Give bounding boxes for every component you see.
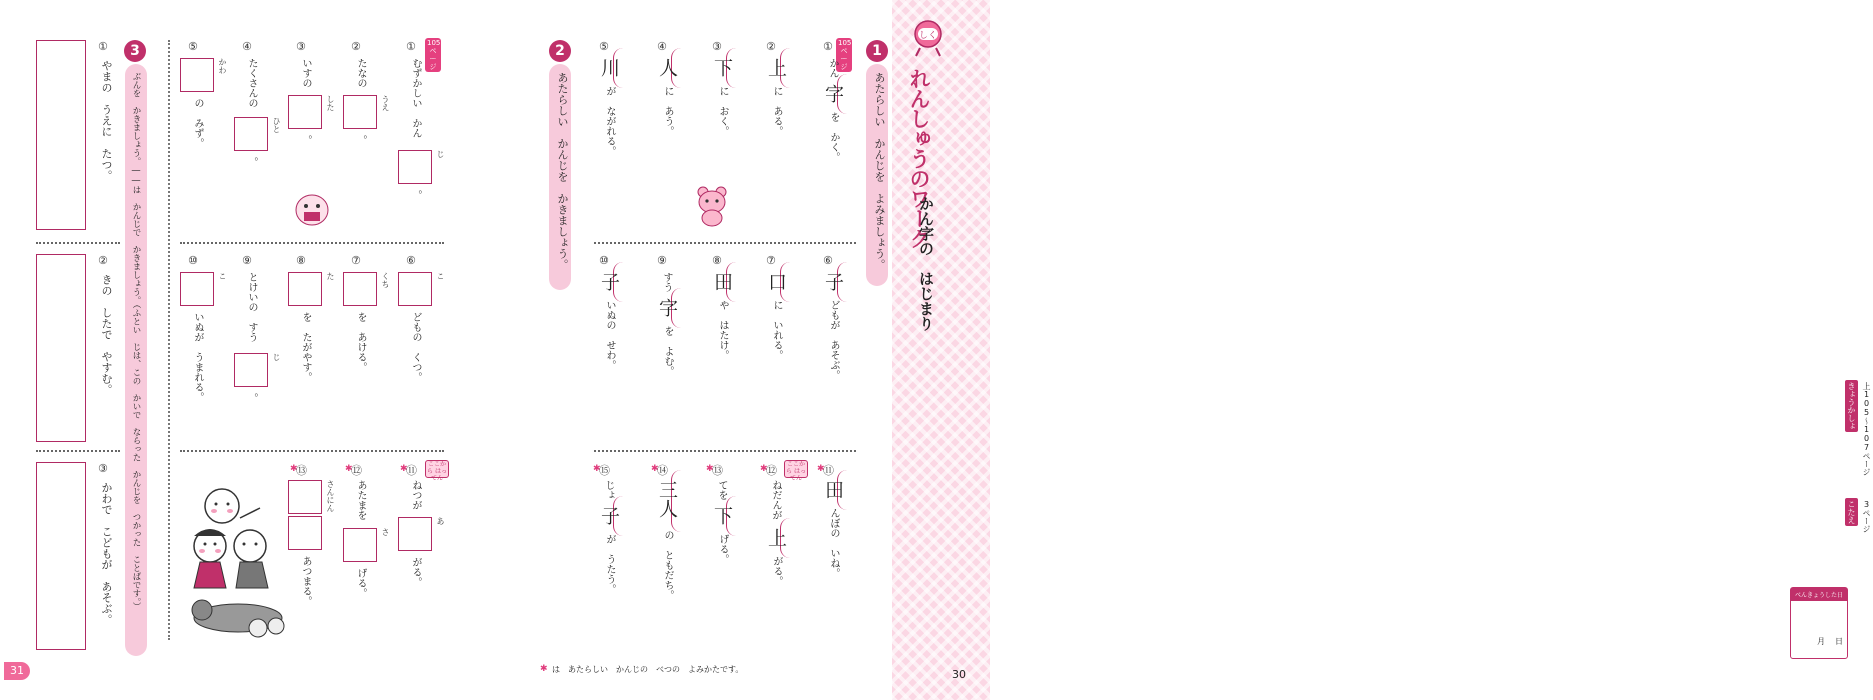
bear-mascot-icon: [694, 184, 730, 232]
sentence-number: ③: [98, 462, 108, 475]
item-text-before: いすの: [300, 58, 311, 88]
sidebar-subtitle: かん字の はじまり: [917, 196, 935, 331]
item-kanji: 上: [765, 528, 787, 547]
item-text-after: いぬが うまれる。: [192, 312, 203, 402]
item-text-before: あたまを: [355, 480, 366, 520]
item-number: ⑪: [406, 464, 417, 477]
item-ruby: うえ: [381, 95, 390, 111]
star-icon: ✱: [817, 464, 825, 474]
svg-text:しく: しく: [918, 31, 938, 41]
item-rest: が うたう。: [604, 534, 615, 594]
study-date-label: べんきょうした日: [1791, 588, 1847, 601]
item-number: ⑤: [599, 40, 609, 53]
item-text-after: 。: [246, 157, 257, 167]
star-icon: ✱: [290, 464, 298, 474]
item-rest: いぬの せわ。: [604, 300, 615, 370]
item-kanji: 子: [598, 272, 620, 291]
item-ruby: た: [326, 272, 335, 280]
item-text-after: の みず。: [192, 98, 203, 148]
item-kanji: 口: [765, 272, 787, 291]
sentence-answer-box[interactable]: [36, 462, 86, 650]
sidebar: [892, 0, 1871, 700]
section1-number: 1: [866, 40, 888, 62]
item-ruby: した: [326, 95, 335, 111]
kokokara-badge-left: ここから はってん: [425, 460, 449, 478]
day-label: 日: [1835, 637, 1843, 646]
item-kanji: 字: [822, 84, 844, 103]
item-kanji: 田: [711, 272, 733, 291]
item-ruby: くち: [381, 272, 390, 288]
item-rest: や はたけ。: [717, 300, 728, 360]
item-text-after: げる。: [355, 568, 366, 598]
item-rest: に ある。: [771, 86, 782, 136]
kanji-write-box[interactable]: [180, 58, 214, 92]
star-icon: ✱: [651, 464, 659, 474]
section1-divider-2: [594, 450, 856, 452]
item-number: ⑪: [823, 464, 834, 477]
item-ruby: こ: [436, 272, 445, 280]
answer-pages: 3ページ: [1860, 498, 1873, 566]
sentence-text: やまの うえに たつ。: [100, 60, 113, 181]
item-number: ⑧: [296, 254, 306, 267]
sentence-number: ①: [98, 40, 108, 53]
sentence-text: きの したで やすむ。: [100, 274, 113, 395]
kanji-write-box[interactable]: [398, 272, 432, 306]
kanji-write-box[interactable]: [343, 528, 377, 562]
section3-instruction: ぶんを かきましょう。――は かんじで かきましょう。（ふとい じは、この かいで ならった かんじを つかった ことばです。）: [131, 72, 141, 611]
kanji-write-box[interactable]: [288, 272, 322, 306]
section2-instruction: あたらしい かんじを かきましょう。: [556, 72, 569, 270]
sentence-answer-box[interactable]: [36, 40, 86, 230]
item-kanji: 下: [711, 58, 733, 77]
section1-page-ref: 105ページ: [838, 39, 852, 71]
section3-divider-2: [36, 450, 120, 452]
item-number: ⑦: [766, 254, 776, 267]
item-text-after: あつまる。: [300, 556, 311, 606]
item-rest: どもが あそぶ。: [828, 300, 839, 380]
item-ruby: じ: [436, 150, 445, 158]
kanji-write-box[interactable]: [398, 150, 432, 184]
owl-mascot-icon: [292, 190, 332, 234]
section2-number: 2: [549, 40, 571, 62]
sentence-text: かわで こどもが あそぶ。: [100, 482, 113, 625]
item-rest: がる。: [771, 556, 782, 586]
item-number: ⑨: [657, 254, 667, 267]
item-number: ⑧: [712, 254, 722, 267]
item-text-after: を あける。: [355, 312, 366, 372]
sidebar-title: れんしゅうのワーク: [907, 68, 931, 248]
item-kanji: 子: [822, 272, 844, 291]
item-kanji: 川: [598, 58, 620, 77]
item-prefix: ねだんが: [770, 480, 781, 520]
item-number: ⑫: [351, 464, 362, 477]
item-text-after: 。: [246, 393, 257, 403]
item-prefix: てを: [716, 480, 727, 500]
kanji-write-box[interactable]: [180, 272, 214, 306]
item-number: ⑩: [188, 254, 198, 267]
sentence-number: ②: [98, 254, 108, 267]
item-prefix: すう: [661, 272, 672, 292]
kanji-write-box[interactable]: [234, 117, 268, 151]
section3-number: 3: [124, 40, 146, 62]
item-ruby: じ: [272, 353, 281, 361]
item-number: ③: [712, 40, 722, 53]
item-number: ⑮: [599, 464, 610, 477]
star-icon: ✱: [760, 464, 768, 474]
study-date-box: [1790, 587, 1848, 659]
item-text-after: を たがやす。: [300, 312, 311, 382]
item-text-after: 。: [355, 135, 366, 145]
month-label: 月: [1817, 637, 1825, 646]
item-kanji: 下: [711, 506, 733, 525]
item-rest: が ながれる。: [604, 86, 615, 156]
footnote: は あたらしい かんじの べつの よみかたです。: [552, 665, 744, 674]
star-icon: ✱: [400, 464, 408, 474]
item-prefix: かん: [827, 58, 838, 78]
section2-divider-1: [180, 242, 444, 244]
item-number: ①: [406, 40, 416, 53]
item-rest: を よむ。: [662, 326, 673, 376]
item-rest: に いれる。: [771, 300, 782, 360]
item-rest: の ともだち。: [662, 530, 673, 600]
item-kanji: 田: [822, 480, 844, 499]
item-prefix: じょ: [603, 480, 614, 500]
item-ruby: さ: [381, 528, 390, 536]
kanji-write-box[interactable]: [234, 353, 268, 387]
kanji-write-box[interactable]: [343, 95, 377, 129]
kokokara-badge-right: ここから はってん: [784, 460, 808, 478]
mascot-icon: [910, 18, 946, 58]
item-number: ③: [296, 40, 306, 53]
item-number: ⑬: [296, 464, 307, 477]
item-ruby: ひと: [272, 117, 281, 133]
item-kanji: 子: [598, 506, 620, 525]
textbook-label: きょうかしょ: [1847, 382, 1856, 430]
item-kanji: 字: [656, 298, 678, 317]
section2-page-ref: 105ページ: [427, 39, 441, 71]
page-number-left: 31: [4, 662, 30, 680]
item-rest: んぼの いね。: [828, 508, 839, 578]
item-number: ⑭: [657, 464, 668, 477]
page-number-right: 30: [952, 668, 966, 681]
section2-divider-2: [180, 450, 444, 452]
item-number: ②: [766, 40, 776, 53]
item-ruby: かわ: [218, 58, 227, 74]
item-number: ①: [823, 40, 833, 53]
item-text-before: たくさんの: [246, 58, 257, 108]
star-icon: ✱: [706, 464, 714, 474]
children-illustration: [180, 478, 300, 662]
item-number: ⑥: [823, 254, 833, 267]
section3-divider-1: [36, 242, 120, 244]
section-boundary: [168, 40, 170, 640]
item-text-before: とけいの すう: [246, 272, 257, 342]
item-ruby: こ: [218, 272, 227, 280]
answer-label: こたえ: [1847, 500, 1856, 524]
item-kanji: 三人: [656, 480, 678, 518]
section1-divider-1: [594, 242, 856, 244]
kanji-write-box[interactable]: [343, 272, 377, 306]
sentence-answer-box[interactable]: [36, 254, 86, 442]
item-number: ⑥: [406, 254, 416, 267]
item-number: ⑨: [242, 254, 252, 267]
item-ruby: あ: [436, 517, 445, 525]
item-text-after: どもの くつ。: [410, 312, 421, 382]
item-text-before: むずかしい かん: [410, 58, 421, 138]
star-icon: ✱: [593, 464, 601, 474]
item-text-before: ねつが: [410, 480, 421, 510]
item-number: ⑫: [766, 464, 777, 477]
item-rest: に あう。: [662, 86, 673, 136]
item-number: ⑤: [188, 40, 198, 53]
item-kanji: 人: [656, 58, 678, 77]
footnote-star-icon: ✱: [540, 664, 548, 674]
kanji-write-box[interactable]: [288, 95, 322, 129]
item-text-after: 。: [410, 190, 421, 200]
item-number: ④: [657, 40, 667, 53]
item-rest: を かく。: [828, 112, 839, 162]
item-number: ⑬: [712, 464, 723, 477]
item-ruby: さんにん: [326, 480, 335, 512]
kanji-write-box[interactable]: [398, 517, 432, 551]
item-number: ⑩: [599, 254, 609, 267]
item-kanji: 上: [765, 58, 787, 77]
star-icon: ✱: [345, 464, 353, 474]
item-number: ②: [351, 40, 361, 53]
item-rest: げる。: [717, 534, 728, 564]
item-text-after: がる。: [410, 557, 421, 587]
item-text-after: 。: [300, 135, 311, 145]
textbook-pages: 上105〜107ページ: [1860, 380, 1873, 494]
item-number: ⑦: [351, 254, 361, 267]
item-number: ④: [242, 40, 252, 53]
item-rest: に おく。: [717, 86, 728, 136]
section1-instruction: あたらしい かんじを よみましょう。: [873, 72, 886, 270]
item-text-before: たなの: [355, 58, 366, 88]
